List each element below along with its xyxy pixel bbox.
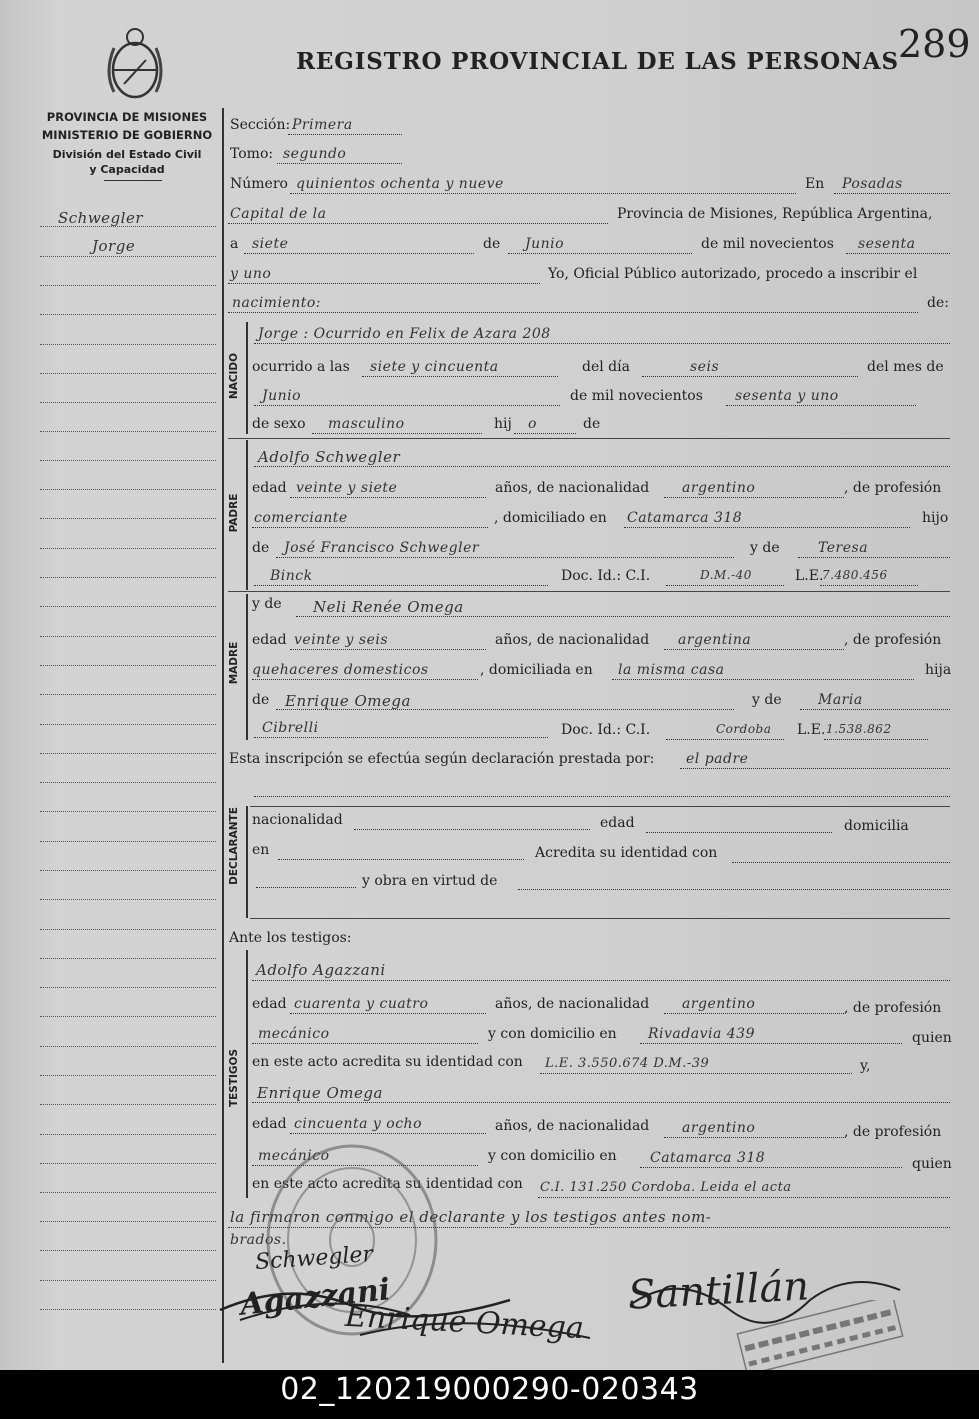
signature-padre: Schwegler (254, 1241, 374, 1276)
nacido-section-label: NACIDO (228, 352, 240, 400)
t2-acredita-label: en este acto acredita su identidad con (252, 1176, 523, 1192)
padre-name: Adolfo Schwegler (258, 448, 401, 466)
header-ministry: MINISTERIO DE GOBIERNO (41, 128, 213, 142)
declarante-section-label: DECLARANTE (228, 807, 240, 885)
ocurrido-label: ocurrido a las (252, 359, 350, 375)
signature-testigo-1: Agazzani (238, 1272, 392, 1323)
padre-dom-value: Catamarca 318 (627, 510, 743, 526)
t1-doc-value: L.E. 3.550.674 D.M.-39 (545, 1056, 710, 1071)
padre-de-label: de (252, 540, 270, 556)
padre-ci-value: D.M.-40 (700, 568, 752, 582)
t1-acredita-label: en este acto acredita su identidad con (252, 1054, 523, 1070)
nacido-de-label: de (583, 416, 601, 432)
oficial-label: Yo, Oficial Público autorizado, procedo a inscribir el (548, 266, 918, 282)
acto-value: nacimiento: (232, 295, 322, 311)
closing-line-1: la firmaron conmigo el declarante y los testigos antes nom- (230, 1208, 712, 1226)
en-label: En (805, 176, 825, 192)
madre-le-label: L.E. (797, 722, 826, 738)
padre-doc-label: Doc. Id.: C.I. (561, 568, 651, 584)
document-caption: 02_120219000290-020343 (280, 1372, 699, 1407)
numero-value: quinientos ochenta y nueve (296, 176, 504, 192)
madre-y-de-label-2: y de (752, 692, 782, 708)
de-label: de (483, 236, 501, 252)
t2-nac-label: años, de nacionalidad (495, 1118, 650, 1134)
anio-value-1: sesenta (858, 236, 916, 252)
nacido-mes-value: Junio (262, 388, 302, 404)
t1-edad-label: edad (252, 996, 287, 1012)
testigo-2-name: Enrique Omega (257, 1084, 383, 1102)
padre-edad-label: edad (252, 480, 287, 496)
hora-value: siete y cincuenta (370, 359, 499, 375)
signature-testigo-2: Enrique Omega (344, 1298, 585, 1347)
t2-edad-value: cincuenta y ocho (294, 1116, 422, 1132)
madre-bracket (246, 594, 248, 740)
closing-line-2: brados. (230, 1232, 287, 1248)
t1-edad-value: cuarenta y cuatro (294, 996, 429, 1012)
rule-declarante (250, 918, 950, 919)
t1-nac-label: años, de nacionalidad (495, 996, 650, 1012)
nacido-anio-value: sesenta y uno (735, 388, 839, 404)
padre-madre-value-2: Binck (270, 568, 313, 584)
nacido-name-line: Jorge : Ocurrido en Felix de Azara 208 (258, 326, 551, 342)
madre-nac-value: argentina (678, 632, 752, 648)
declarante-bracket (246, 806, 248, 918)
madre-dom-value: la misma casa (618, 662, 725, 678)
t2-prof-label: , de profesión (844, 1124, 942, 1140)
madre-name: Neli Renée Omega (313, 598, 464, 616)
padre-prof-value: comerciante (254, 510, 348, 526)
madre-madre-value-1: Maria (818, 692, 863, 708)
del-mes-label: del mes de (867, 359, 944, 375)
padre-y-de-label: y de (750, 540, 780, 556)
t1-dom-label: y con domicilio en (488, 1026, 617, 1042)
t2-quien-label: quien (912, 1156, 952, 1172)
padre-prof-label: , de profesión (844, 480, 942, 496)
en-value: Posadas (842, 176, 903, 192)
madre-doc-label: Doc. Id.: C.I. (561, 722, 651, 738)
mil-label: de mil novecientos (701, 236, 834, 252)
header-province: PROVINCIA DE MISIONES (46, 110, 208, 124)
padre-bracket (246, 440, 248, 590)
nacido-bracket (246, 322, 248, 434)
t1-y-label: y, (860, 1058, 871, 1074)
t2-prof-value: mecánico (258, 1148, 330, 1164)
testigos-bracket (246, 950, 248, 1198)
madre-edad-value: veinte y seis (294, 632, 389, 648)
padre-nac-value: argentino (682, 480, 756, 496)
hij-label: hij (494, 416, 512, 432)
de-end-label: de: (927, 295, 949, 311)
t1-dom-value: Rivadavia 439 (648, 1026, 755, 1042)
sexo-value: masculino (328, 416, 405, 432)
anio-value-2: y uno (230, 266, 272, 282)
t1-prof-label: , de profesión (844, 1000, 942, 1016)
capital-value: Capital de la (230, 206, 327, 222)
provincia-label: Provincia de Misiones, República Argentina, (617, 206, 933, 222)
madre-dom-label: , domiciliada en (480, 662, 593, 678)
a-label: a (230, 236, 239, 252)
page-number: 289 (898, 22, 971, 66)
madre-edad-label: edad (252, 632, 287, 648)
header-division: División del Estado Civil (52, 148, 202, 161)
nacido-dia-value: seis (690, 359, 720, 375)
padre-section-label: PADRE (228, 493, 240, 533)
t2-dom-label: y con domicilio en (488, 1148, 617, 1164)
declarante-acredita-label: Acredita su identidad con (535, 845, 718, 861)
t1-prof-value: mecánico (258, 1026, 330, 1042)
signature-oficial: Santillán (626, 1263, 811, 1319)
rule-padre (228, 591, 950, 592)
testigos-section-label: TESTIGOS (228, 1048, 240, 1108)
margin-given-name: Jorge (92, 237, 136, 255)
seccion-value: Primera (292, 117, 353, 133)
t2-edad-label: edad (252, 1116, 287, 1132)
padre-le-value: 7.480.456 (822, 568, 888, 582)
tomo-value: segundo (283, 146, 347, 162)
padre-hijo-label: hijo (922, 510, 949, 526)
dia-value: siete (252, 236, 289, 252)
madre-le-value: 1.538.862 (826, 722, 892, 736)
declarante-edad-label: edad (600, 815, 635, 831)
declarante-en-label: en (252, 842, 270, 858)
t1-nac-value: argentino (682, 996, 756, 1012)
t2-nac-value: argentino (682, 1120, 756, 1136)
declaracion-label: Esta inscripción se efectúa según declaración prestada por: (229, 751, 655, 767)
declaracion-value: el padre (686, 751, 749, 767)
madre-y-de-label: y de (252, 596, 282, 612)
t2-dom-value: Catamarca 318 (650, 1150, 766, 1166)
hij-value: o (528, 416, 537, 432)
madre-hija-label: hija (925, 662, 952, 678)
margin-surname: Schwegler (58, 209, 144, 227)
madre-nac-label: años, de nacionalidad (495, 632, 650, 648)
madre-ci-value: Cordoba (716, 722, 772, 736)
del-dia-label: del día (582, 359, 630, 375)
declarante-obra-label: y obra en virtud de (362, 873, 498, 889)
rule-nacido (228, 438, 950, 439)
madre-prof-value: quehaceres domesticos (252, 662, 429, 678)
madre-padre-value: Enrique Omega (285, 692, 411, 710)
document-title: REGISTRO PROVINCIAL DE LAS PERSONAS (296, 48, 899, 75)
testigo-1-name: Adolfo Agazzani (256, 961, 386, 979)
tomo-label: Tomo: (230, 146, 274, 162)
header-underline (104, 180, 162, 181)
header-capacidad: y Capacidad (89, 163, 165, 176)
nacido-mil-label: de mil novecientos (570, 388, 703, 404)
seccion-label: Sección: (230, 117, 291, 133)
declarante-domicilia-label: domicilia (844, 818, 909, 834)
signature-strokes (210, 1260, 930, 1360)
madre-section-label: MADRE (228, 641, 240, 685)
padre-edad-value: veinte y siete (296, 480, 398, 496)
padre-nac-label: años, de nacionalidad (495, 480, 650, 496)
t1-quien-label: quien (912, 1030, 952, 1046)
padre-le-label: L.E. (795, 568, 824, 584)
main-divider (222, 108, 224, 1363)
rule-declaracion (250, 806, 950, 807)
declarante-nac-label: nacionalidad (252, 812, 343, 828)
numero-label: Número (230, 176, 288, 192)
padre-dom-label: , domiciliado en (494, 510, 607, 526)
madre-de-label: de (252, 692, 270, 708)
ante-testigos-label: Ante los testigos: (229, 930, 352, 946)
sexo-label: de sexo (252, 416, 306, 432)
madre-prof-label: , de profesión (844, 632, 942, 648)
t2-doc-value: C.I. 131.250 Cordoba. Leida el acta (540, 1180, 792, 1195)
madre-madre-value-2: Cibrelli (262, 720, 319, 736)
padre-padre-value: José Francisco Schwegler (284, 540, 480, 556)
mes-value: Junio (525, 236, 565, 252)
padre-madre-value-1: Teresa (818, 540, 869, 556)
coat-of-arms-icon (104, 22, 166, 106)
